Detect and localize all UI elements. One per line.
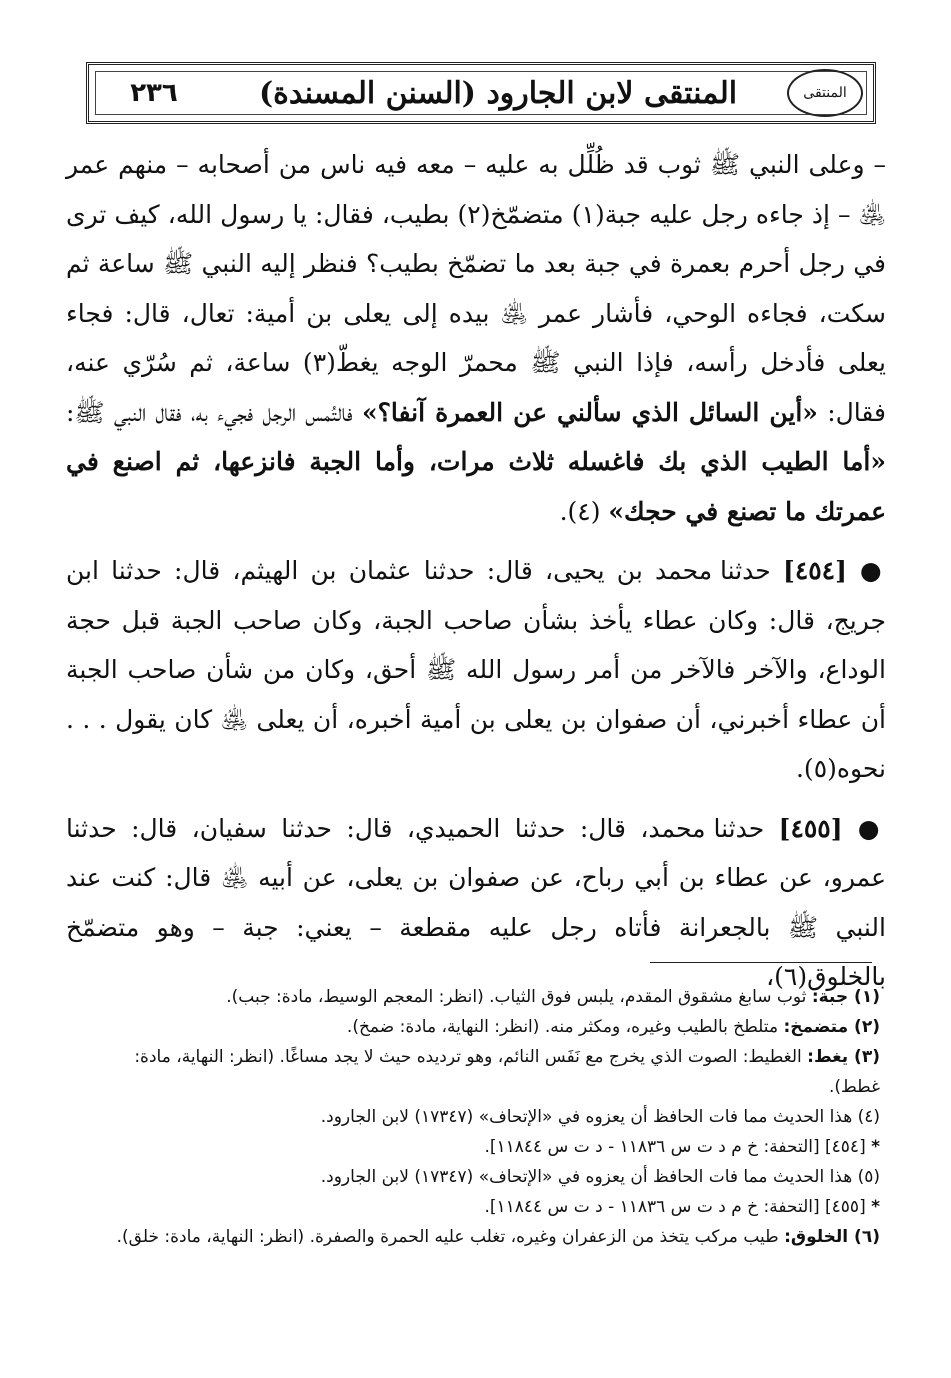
footnote-5	[80, 1162, 880, 1192]
star-marker: *	[871, 1137, 880, 1157]
footnote-term: (١) جبة:	[811, 987, 880, 1007]
footnote-term: (٢) متضمخ:	[783, 1017, 880, 1037]
source-text: [٤٥٥] [التحفة: خ م د ت س ١١٨٣٦ - د ت س ١١٨٤٤].	[484, 1197, 866, 1217]
footnote-text: طيب مركب يتخذ من الزعفران وغيره، تغلب عليه الحمرة والصفرة. (انظر: النهاية، مادة: خلق).	[116, 1227, 779, 1247]
source-text: [٤٥٤] [التحفة: خ م د ت س ١١٨٣٦ - د ت س ١١٨٤٤].	[484, 1137, 866, 1157]
hadith-paragraph-continued	[66, 140, 886, 536]
page-number: ٢٣٦	[130, 78, 178, 108]
paragraph-text: – وعلى النبي ﷺ ثوب قد ظُلِّل به عليه – معه فيه ناس من أصحابه – منهم عمر ﵁ – إذ جاءه رجل عليه جبة(١) متضمّخ(٢) بطيب، فقال: يا رسول الله، كيف ترى في رجل أحرم بعمرة في جبة بعد ما تضمّخ بطيب؟ فنظر إليه النبي ﷺ ساعة ثم سكت، فجاءه الوحي، فأشار عمر ﵁ بيده إلى يعلى بن أمية: تعال، قال: فجاء يعلى فأدخل رأسه، فإذا النبي ﷺ محمرّ الوجه يغطّ(٣) ساعة، ثم سُرّي عنه، فقال:	[66, 150, 886, 427]
main-text	[66, 140, 886, 1002]
footnote-term: (٣) يغط:	[807, 1047, 880, 1067]
hadith-number: ● [٤٥٤]	[782, 556, 886, 585]
prophet-quote: «أما الطيب الذي بك فاغسله ثلاث مرات، وأما الجبة فانزعها، ثم اصنع في عمرتك ما تصنع في حجك»	[66, 447, 886, 526]
footnote-3	[80, 1042, 880, 1102]
prophet-quote: «أين السائل الذي سألني عن العمرة آنفا؟»	[361, 397, 818, 427]
page-header	[86, 62, 876, 124]
star-marker: *	[871, 1197, 880, 1217]
footnote-text: متلطخ بالطيب وغيره، ومكثر منه. (انظر: النهاية، مادة: ضمخ).	[346, 1017, 779, 1037]
paragraph-text: فالتُمس الرجل فجيء به، فقال النبي ﷺ:	[66, 397, 353, 427]
paragraph-text: حدثنا محمد بن يحيى، قال: حدثنا عثمان بن الهيثم، قال: حدثنا ابن جريج، قال: وكان عطاء يأخذ بشأن صاحب الجبة، وكان صاحب الجبة قبل حجة الوداع، والآخر فالآخر من أمر رسول الله ﷺ أحق، وكان من شأن صاحب الجبة أن عطاء أخبرني، أن صفوان بن يعلى بن أمية أخبره، أن يعلى ﵁ كان يقول . . . نحوه(٥).	[66, 556, 886, 783]
footnote-4	[80, 1102, 880, 1132]
hadith-number: ● [٤٥٥]	[778, 813, 886, 843]
footnote-text: (٥) هذا الحديث مما فات الحافظ أن يعزوه في «الإتحاف» (١٧٣٤٧) لابن الجارود.	[320, 1167, 880, 1187]
running-title: المنتقى لابن الجارود (السنن المسندة)	[258, 75, 738, 111]
footnote-2	[80, 1012, 880, 1042]
source-note-455	[80, 1192, 880, 1222]
footnote-text: (٤) هذا الحديث مما فات الحافظ أن يعزوه في «الإتحاف» (١٧٣٤٧) لابن الجارود.	[320, 1107, 880, 1127]
footnotes	[80, 982, 880, 1252]
footnote-1	[80, 982, 880, 1012]
paragraph-text: حدثنا محمد، قال: حدثنا الحميدي، قال: حدثنا سفيان، قال: حدثنا عمرو، عن عطاء بن أبي رباح، عن صفوان بن يعلى، عن أبيه ﵁ قال: كنت عند النبي ﷺ بالجعرانة فأتاه رجل عليه مقطعة – يعني: جبة – وهو متضمّخ بالخلوق(٦)،	[66, 813, 886, 991]
hadith-paragraph-454	[66, 546, 886, 794]
footnote-term: (٦) الخلوق:	[784, 1227, 880, 1247]
footnote-6	[80, 1222, 880, 1252]
footnote-ref: (٤).	[559, 496, 601, 526]
footnote-text: ثوب سابغ مشقوق المقدم، يلبس فوق الثياب. (انظر: المعجم الوسيط، مادة: جبب).	[226, 987, 807, 1007]
hadith-paragraph-455	[66, 804, 886, 1002]
footnote-divider	[650, 962, 872, 963]
book-emblem: المنتقى	[787, 69, 863, 117]
source-note-454	[80, 1132, 880, 1162]
footnote-text: الغطيط: الصوت الذي يخرج مع نَفَس النائم، وهو ترديده حيث لا يجد مساغًا. (انظر: النهاية، مادة: غطط).	[134, 1047, 880, 1097]
